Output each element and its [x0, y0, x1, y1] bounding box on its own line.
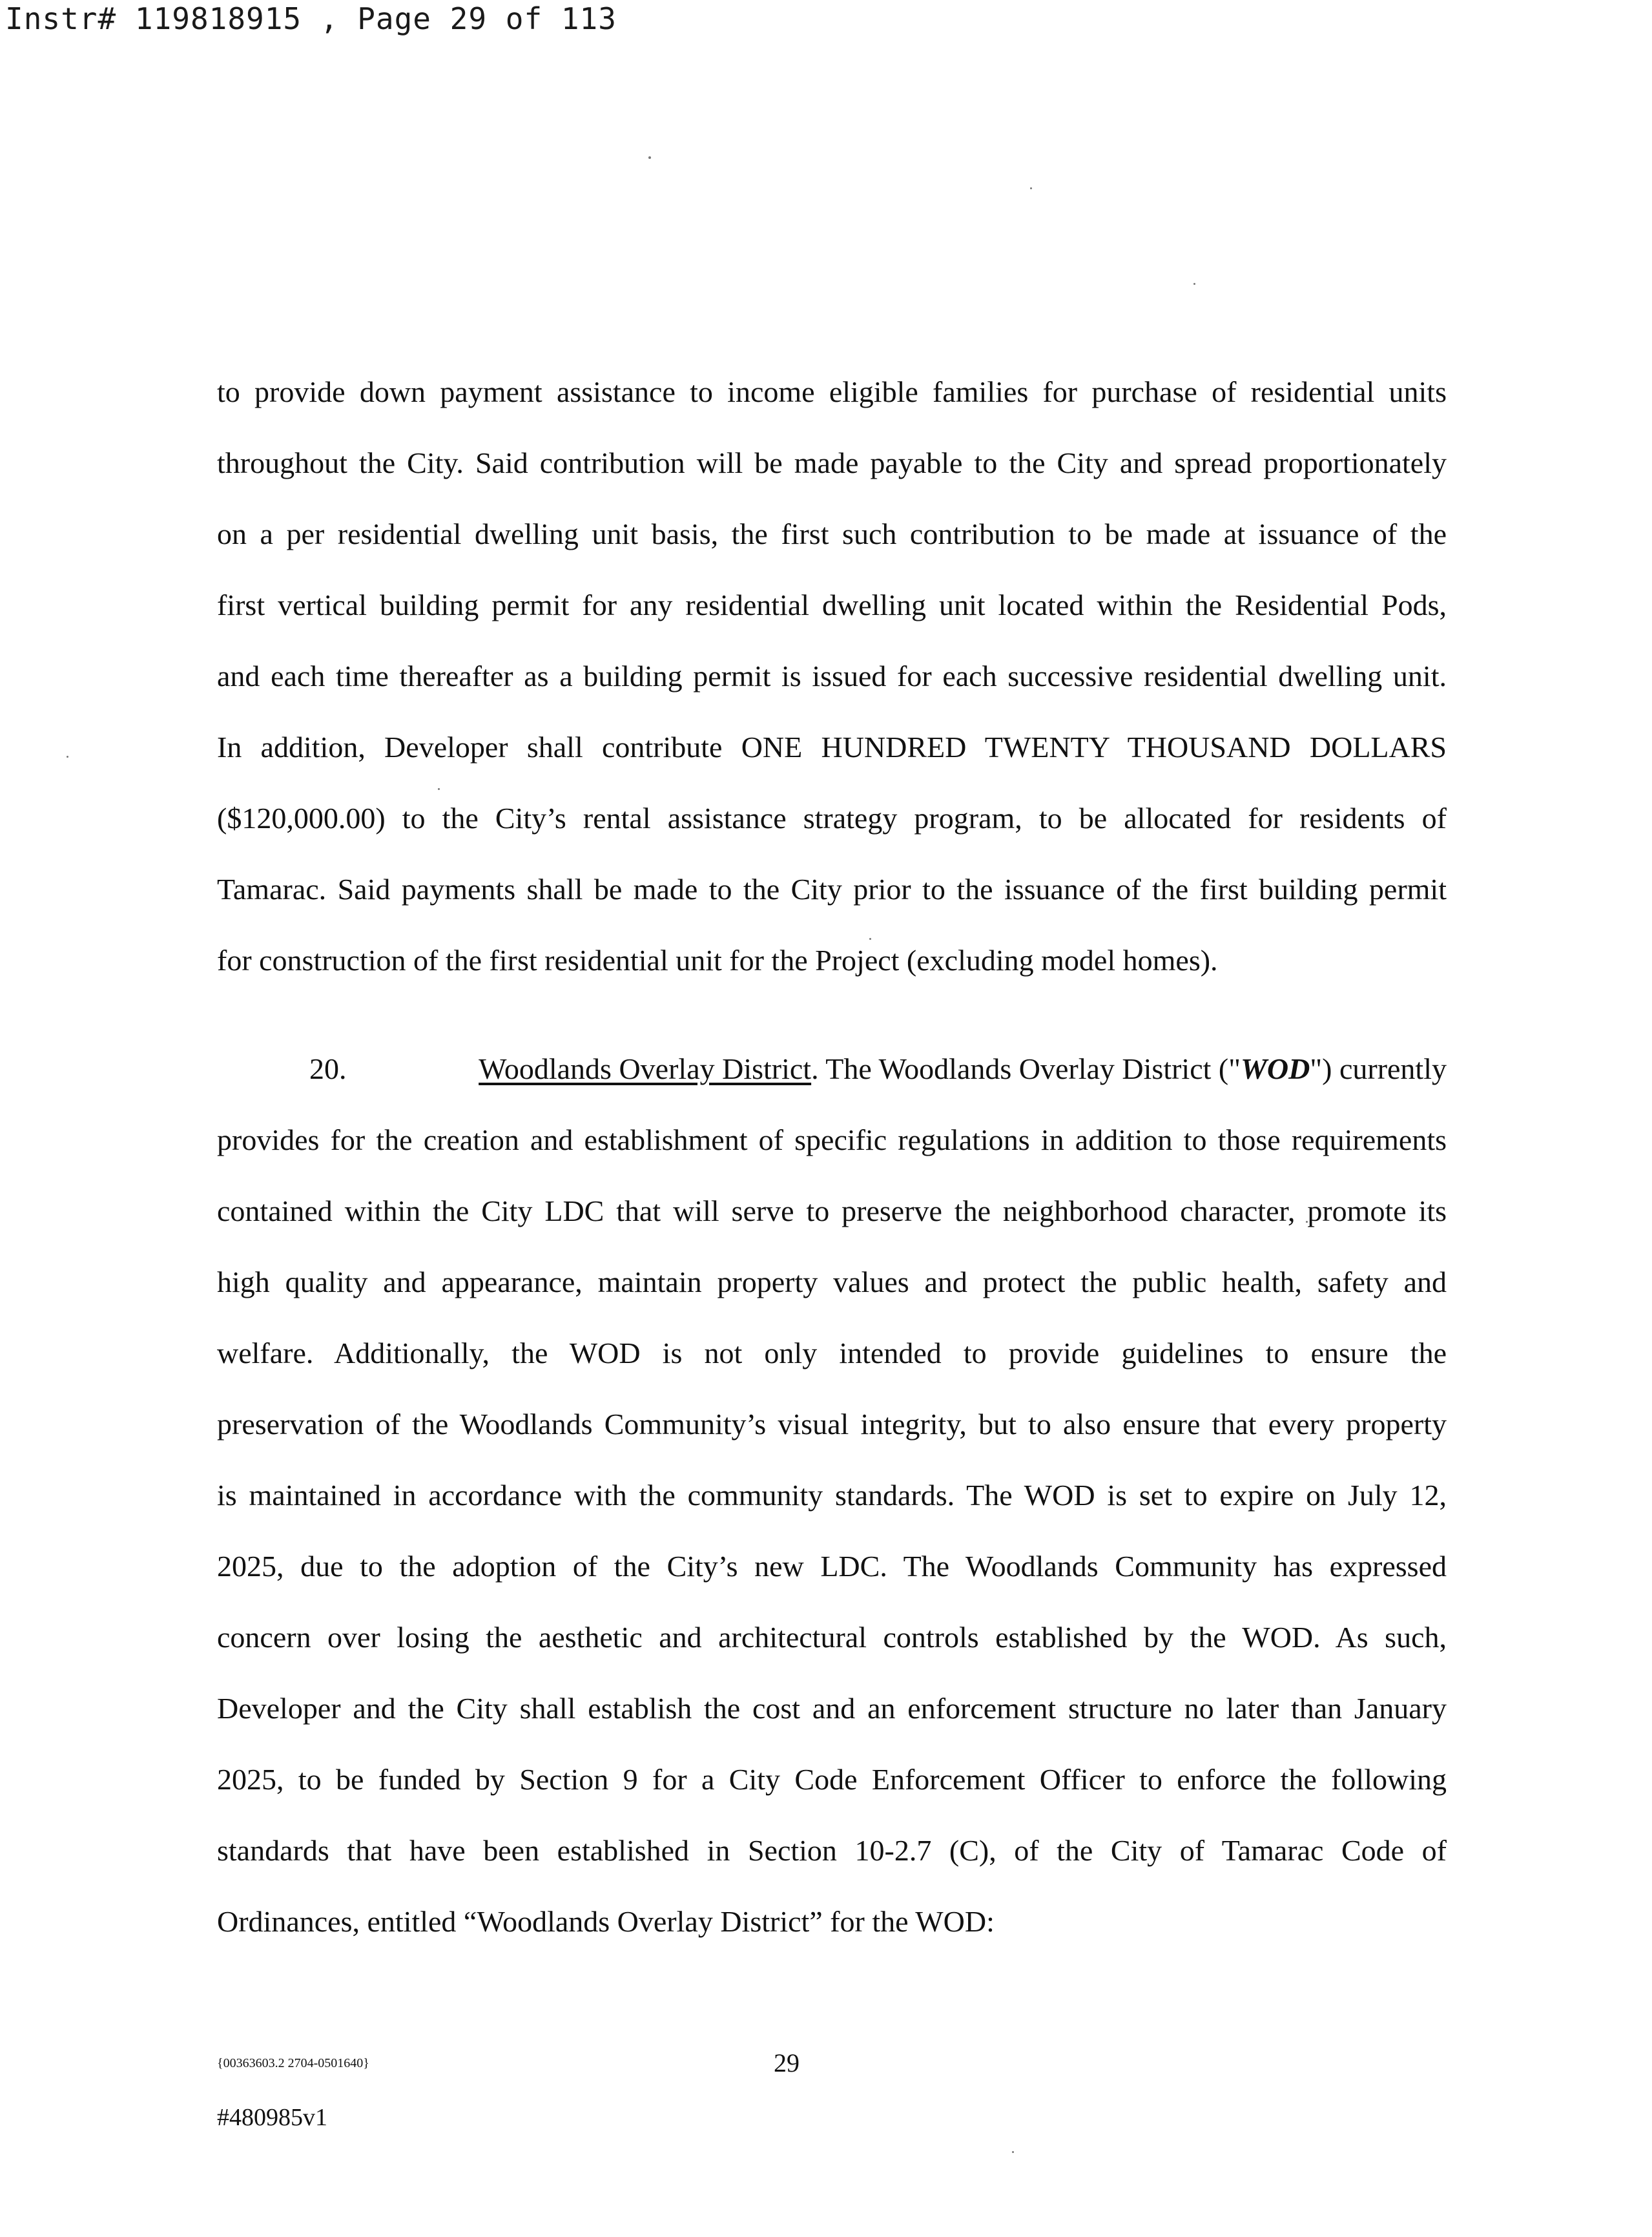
text-line: Developer and the City shall establish the cost and an enforcement structure no later than January — [217, 1692, 1447, 1725]
text-line: to provide down payment assistance to income eligible families for purchase of residential units — [217, 375, 1447, 408]
section-number: 20. — [309, 1052, 347, 1085]
section-first-line — [309, 1052, 1447, 1086]
text-line: provides for the creation and establishment of specific regulations in addition to those requirements — [217, 1123, 1447, 1156]
text-line: contained within the City LDC that will serve to preserve the neighborhood character, promote its — [217, 1194, 1447, 1227]
scan-speck — [648, 156, 651, 159]
text-line: standards that have been established in Section 10-2.7 (C), of the City of Tamarac Code of — [217, 1834, 1447, 1867]
scan-speck — [438, 788, 440, 790]
text-line: 2025, due to the adoption of the City’s new LDC. The Woodlands Community has expressed — [217, 1550, 1447, 1583]
text-line: welfare. Additionally, the WOD is not only intended to provide guidelines to ensure the — [217, 1337, 1447, 1369]
section-heading: Woodlands Overlay District — [479, 1052, 812, 1085]
scan-speck — [1030, 187, 1032, 189]
text-line: ($120,000.00) to the City’s rental assistance strategy program, to be allocated for residents of — [217, 802, 1447, 835]
text-line: for construction of the first residential unit for the Project (excluding model homes). — [217, 944, 1218, 977]
scan-speck — [869, 938, 871, 940]
text-line: is maintained in accordance with the community standards. The WOD is set to expire on July 12, — [217, 1479, 1447, 1512]
scan-speck — [1193, 283, 1195, 285]
scan-speck — [67, 756, 68, 758]
text-line: Ordinances, entitled “Woodlands Overlay District” for the WOD: — [217, 1905, 995, 1938]
text-line: Tamarac. Said payments shall be made to the City prior to the issuance of the first building permit — [217, 873, 1447, 906]
recording-stamp: Instr# 119818915 , Page 29 of 113 — [5, 1, 617, 36]
text-line: high quality and appearance, maintain property values and protect the public health, safety and — [217, 1265, 1447, 1298]
text-line: throughout the City. Said contribution will be made payable to the City and spread proportionately — [217, 446, 1447, 479]
document-code: {00363603.2 2704-0501640} — [217, 2056, 369, 2070]
text-line: preservation of the Woodlands Community’s visual integrity, but to also ensure that every property — [217, 1408, 1447, 1441]
scan-speck — [1012, 2151, 1014, 2153]
section-heading-wrap — [479, 1052, 1447, 1086]
text-line: In addition, Developer shall contribute ONE HUNDRED TWENTY THOUSAND DOLLARS — [217, 731, 1447, 764]
first-line-text: The Woodlands Overlay District (" — [818, 1052, 1241, 1085]
text-line: on a per residential dwelling unit basis, the first such contribution to be made at issuance of the — [217, 517, 1447, 550]
text-line: first vertical building permit for any residential dwelling unit located within the Residential Pods, — [217, 588, 1447, 621]
heading-period: . — [811, 1052, 819, 1085]
text-line: 2025, to be funded by Section 9 for a City Code Enforcement Officer to enforce the following — [217, 1763, 1447, 1796]
text-line: and each time thereafter as a building permit is issued for each successive residential dwelling unit. — [217, 660, 1447, 692]
wod-abbreviation: WOD — [1241, 1052, 1310, 1085]
document-id: #480985v1 — [217, 2104, 327, 2131]
text-line: concern over losing the aesthetic and architectural controls established by the WOD. As such, — [217, 1621, 1447, 1654]
first-line-text-end: ") currently — [1310, 1052, 1447, 1085]
page-number: 29 — [774, 2048, 800, 2077]
